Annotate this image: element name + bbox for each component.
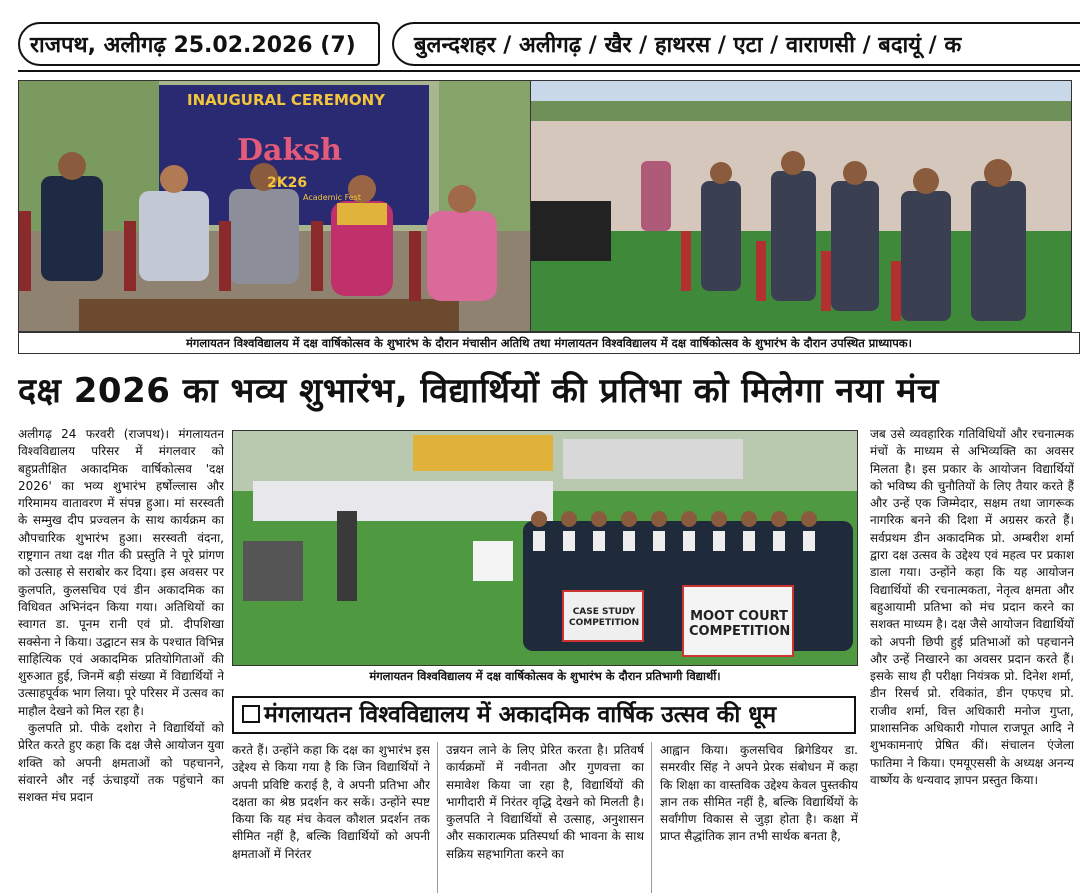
photo-faculty-audience bbox=[530, 80, 1072, 332]
col1-para-2: कुलपति प्रो. पीके दशोरा ने विद्यार्थियों को प्रेरित करते हुए कहा कि दक्ष जैसे आयोजन युवा शक्ति को अपनी क्षमताओं को पहचानने, संवारने और नई ऊंचाइयों तक पहुंचाने का सशक्त मंच प्रदान bbox=[18, 721, 224, 805]
photo-dignitaries bbox=[18, 80, 532, 332]
banner-sub: Academic Fest bbox=[303, 193, 361, 202]
divider bbox=[18, 70, 1080, 72]
column-5: जब उसे व्यवहारिक गतिविधियों और रचनात्मक मंचों के माध्यम से अभिव्यक्ति का अवसर मिलता है। इस प्रकार के आयोजन विद्यार्थियों को भविष्य की चुनौतियों के लिए तैयार करते हैं और उन्हें एक जिम्मेदार, सक्षम तथा जागरूक नागरिक बनने की दिशा में अग्रसर करते हैं। सर्वप्रथम डीन अकादमिक प्रो. अम्बरीश शर्मा द्वारा दक्ष उत्सव के उद्देश्य एवं महत्व पर प्रकाश डाला गया। उन्होंने कहा कि यह आयोजन विद्यार्थियों की रचनात्मकता, नेतृत्व क्षमता और बहुआयामी प्रतिभा को मंच प्रदान करने का सशक्त माध्यम है। दक्ष जैसे आयोजन विद्यार्थियों को अपनी छिपी हुई प्रतिभाओं को पहचानने और उन्हें निखारने का अवसर प्रदान करते हैं। इसके साथ ही परीक्षा नियंत्रक प्रो. दिनेश शर्मा, डीन रिसर्च प्रो. रविकांत, डीन एफएच प्रो. राजीव शर्मा, वित्त अधिकारी मनोज गुप्ता, प्राशासनिक अधिकारी गोपाल राजपूत आदि ने शुभकामनाएं प्रेषित कीं। संचालन एंजेला फातिमा ने किया। एमयूएससी के अध्यक्ष अनन्य वार्ष्णेय के धन्यवाद ज्ञापन प्रस्तुत किया। bbox=[870, 427, 1074, 787]
divider bbox=[651, 742, 652, 893]
subheadline-text: मंगलायतन विश्वविद्यालय में अकादमिक वार्षिक उत्सव की धूम bbox=[264, 702, 777, 728]
column-4: आह्वान किया। कुलसचिव ब्रिगेडियर डा. समरवीर सिंह ने अपने प्रेरक संबोधन में कहा कि शिक्षा का वास्तविक उद्देश्य केवल पुस्तकीय ज्ञान तक सीमित नहीं है, बल्कि विद्यार्थियों के सर्वांगीण विकास से जुड़ा होता है। कक्षा में प्राप्त सैद्धांतिक ज्ञान तभी सार्थक बनता है, bbox=[660, 743, 858, 844]
column-2: करते हैं। उन्होंने कहा कि दक्ष का शुभारंभ इस उद्देश्य से किया गया है कि जिन विद्यार्थियों ने अपनी प्रविष्टि कराई है, वे अपनी प्रतिभा और दक्षता का श्रेष्ठ प्रदर्शन कर सकें। उन्होंने स्पष्ट किया कि यह मंच केवल कौशल प्रदर्शन तक सीमित नहीं है, बल्कि विद्यार्थियों को अपनी क्षमताओं में निरंतर bbox=[232, 743, 430, 861]
banner-year: 2K26 bbox=[267, 175, 308, 191]
masthead-date: राजपथ, अलीगढ़ 25.02.2026 (7) bbox=[18, 22, 380, 66]
column-3: उन्नयन लाने के लिए प्रेरित करता है। प्रतिवर्ष कार्यक्रमों में नवीनता और गुणवत्ता का समावेश किया जा रहा है, विद्यार्थियों की भागीदारी में निरंतर वृद्धि देखने को मिलती है। कुलपति ने विद्यार्थियों से उत्साह, अनुशासन और सकारात्मक प्रतिस्पर्धा की भावना के साथ सक्रिय सहभागिता करने का bbox=[446, 743, 644, 861]
subheadline bbox=[232, 696, 856, 734]
headline: दक्ष 2026 का भव्य शुभारंभ, विद्यार्थियों की प्रतिभा को मिलेगा नया मंच bbox=[18, 371, 940, 411]
mid-photo-caption: मंगलायतन विश्वविद्यालय में दक्ष वार्षिकोत्सव के शुभारंभ के दौरान प्रतिभागी विद्यार्थी। bbox=[369, 669, 721, 683]
col1-para-1: अलीगढ़ 24 फरवरी (राजपथ)। मंगलायतन विश्वविद्यालय परिसर में मंगलवार को बहुप्रतीक्षित अकादमिक वार्षिकोत्सव 'दक्ष 2026' का भव्य शुभारंभ हर्षोल्लास और गरिमामय वातावरण में संपन्न हुआ। मां सरस्वती के सम्मुख दीप प्रज्वलन के साथ कार्यक्रम का औपचारिक शुभारंभ हुआ। सरस्वती वंदना, राष्ट्रगान तथा दक्ष गीत की प्रस्तुति ने पूरे प्रांगण को उत्साह से सराबोर कर दिया। इस अवसर पर कुलपति, कुलसचिव एवं डीन अकादमिक का विधिवत अभिनंदन किया गया। अतिथियों का स्वागत डा. पूनम रानी एवं प्रो. दीपशिखा सक्सेना ने किया। उद्घाटन सत्र के पश्चात विभिन्न साहित्यिक एवं अकादमिक प्रतियोगिताओं की शुरुआत हुई, जिनमें बड़ी संख्या में विद्यार्थियों ने उत्साहपूर्वक भाग लिया। पूरे परिसर में उत्सव का माहौल देखने को मिल रहा है। bbox=[18, 427, 224, 718]
banner-moot-court: MOOT COURT COMPETITION bbox=[689, 609, 791, 639]
photo-students bbox=[232, 430, 858, 666]
banner-logo: Daksh bbox=[237, 133, 342, 168]
banner-case-study: CASE STUDY COMPETITION bbox=[569, 607, 640, 628]
square-bullet-icon bbox=[242, 705, 260, 723]
column-1 bbox=[18, 426, 224, 893]
divider bbox=[437, 742, 438, 893]
banner-title: INAUGURAL CEREMONY bbox=[187, 91, 386, 109]
masthead-cities: बुलन्दशहर / अलीगढ़ / खैर / हाथरस / एटा / वाराणसी / बदायूं / क bbox=[392, 22, 1080, 66]
top-photo-caption: मंगलायतन विश्वविद्यालय में दक्ष वार्षिकोत्सव के शुभारंभ के दौरान मंचासीन अतिथि तथा मंगलायतन विश्वविद्यालय में दक्ष वार्षिकोत्सव के शुभारंभ के दौरान उपस्थित प्राध्यापक। bbox=[18, 332, 1080, 354]
